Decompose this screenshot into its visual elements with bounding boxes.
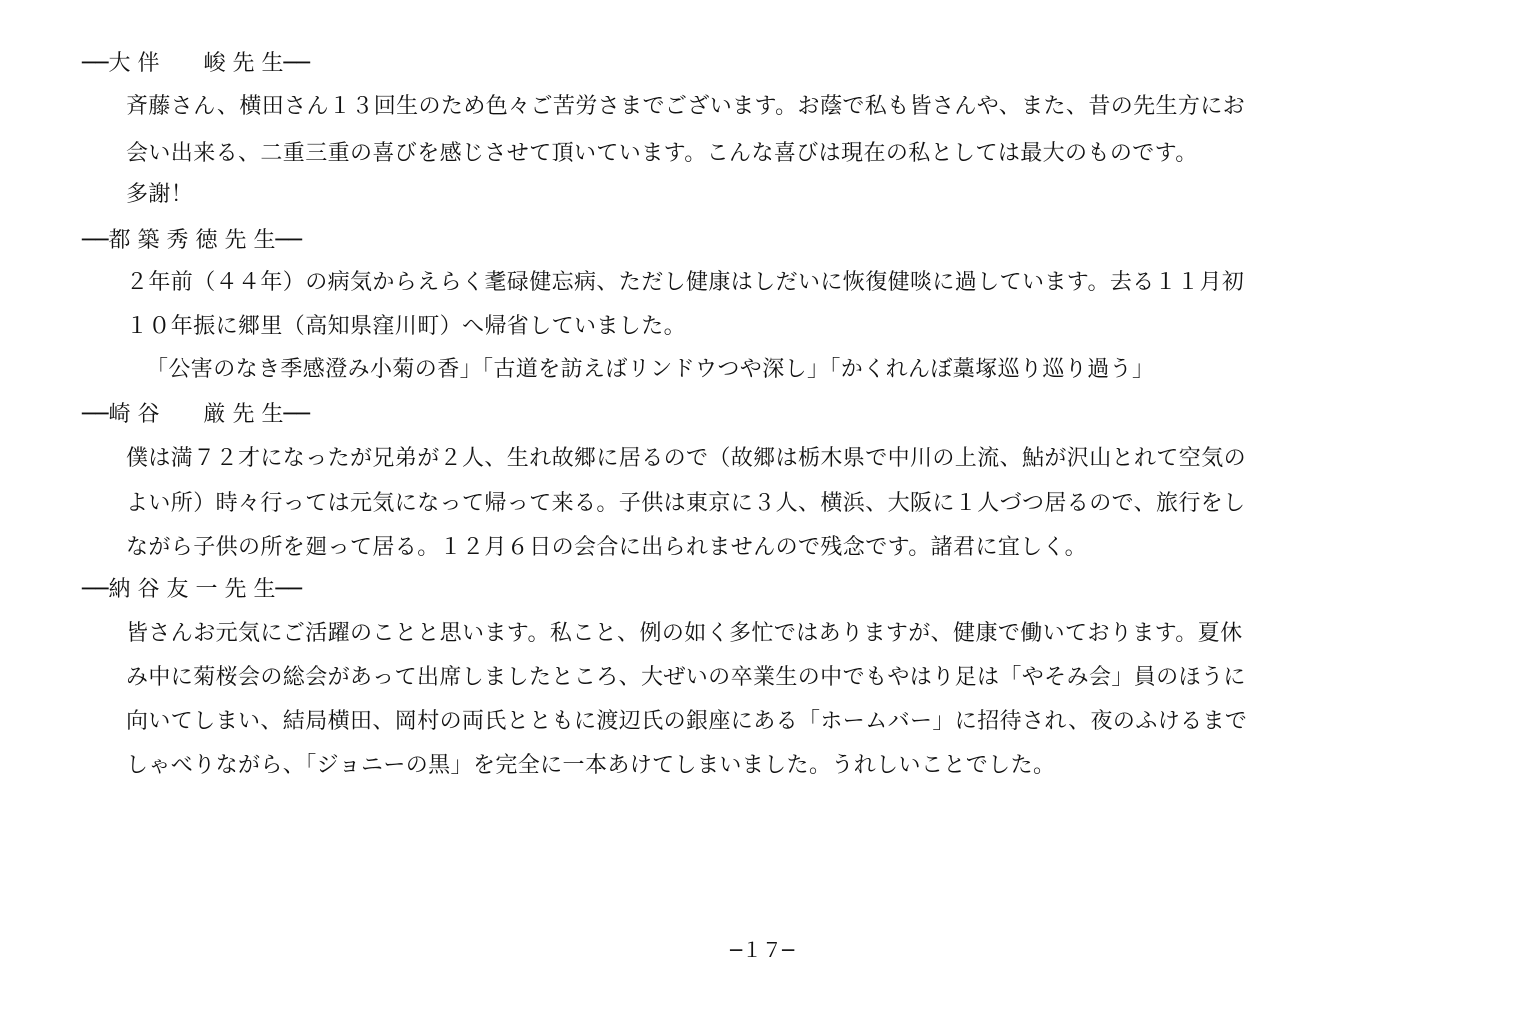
paragraph-line: 斉藤さん、横田さん１３回生のため色々ご苦労さまでございます。お蔭で私も皆さんや、また、昔の先生方にお xyxy=(126,94,1246,119)
section-heading-sakitani: ──崎 谷 厳 先 生── xyxy=(82,402,310,427)
paragraph-line: １０年振に郷里（高知県窪川町）へ帰省していました。 xyxy=(126,314,687,339)
paragraph-line: ながら子供の所を廻って居る。１２月６日の会合に出られませんので残念です。諸君に宜しく。 xyxy=(126,535,1088,560)
paragraph-line: しゃべりながら、「ジョニーの黒」を完全に一本あけてしまいました。うれしいことでした。 xyxy=(126,753,1056,778)
section-heading-tsuzuki: ──都 築 秀 徳 先 生── xyxy=(82,228,302,253)
paragraph-line: よい所）時々行っては元気になって帰って来る。子供は東京に３人、横浜、大阪に１人づつ居るので、旅行をし xyxy=(126,491,1246,516)
paragraph-line: 皆さんお元気にご活躍のことと思います。私こと、例の如く多忙ではありますが、健康で働いております。夏休 xyxy=(126,621,1243,646)
section-heading-naya: ──納 谷 友 一 先 生── xyxy=(82,577,302,602)
paragraph-line: み中に菊桜会の総会があって出席しましたところ、大ぜいの卒業生の中でもやはり足は「やそみ会」員のほうに xyxy=(126,665,1246,690)
paragraph-line: 向いてしまい、結局横田、岡村の両氏とともに渡辺氏の銀座にある「ホームバー」に招待され、夜のふけるまで xyxy=(126,709,1248,734)
paragraph-line: 会い出来る、二重三重の喜びを感じさせて頂いています。こんな喜びは現在の私としては最大のものです。 xyxy=(126,141,1198,166)
page-number: ─１７─ xyxy=(730,938,795,962)
paragraph-line: 僕は満７２才になったが兄弟が２人、生れ故郷に居るので（故郷は栃木県で中川の上流、鮎が沢山とれて空気の xyxy=(126,446,1247,471)
paragraph-line: ２年前（４４年）の病気からえらく耄碌健忘病、ただし健康はしだいに恢復健啖に過しています。去る１１月初 xyxy=(126,270,1245,295)
paragraph-line: 多謝！ xyxy=(126,182,194,207)
haiku-line: 「公害のなき季感澄み小菊の香」「古道を訪えばリンドウつや深し」「かくれんぼ藁塚巡り巡り過う」 xyxy=(146,357,1155,382)
section-heading-otomo: ──大 伴 峻 先 生── xyxy=(82,51,310,76)
